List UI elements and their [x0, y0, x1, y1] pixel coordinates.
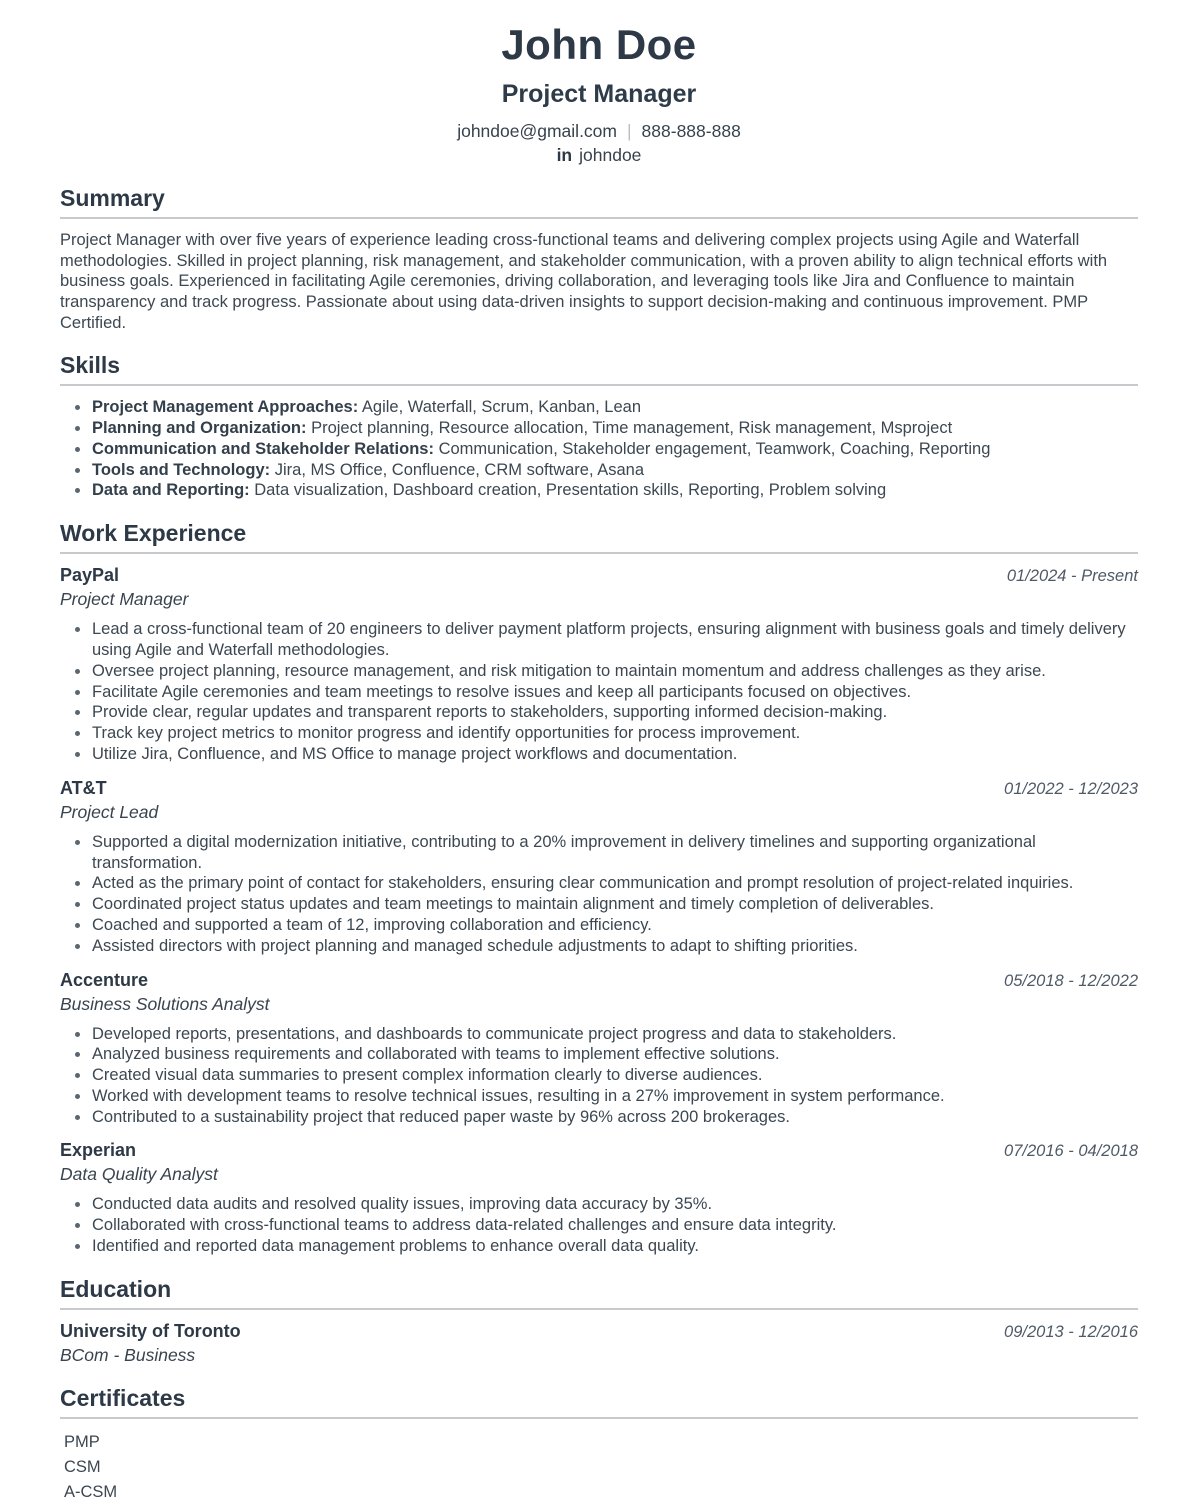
degree: BCom - Business: [60, 1344, 196, 1365]
section-certificates: [60, 1385, 1138, 1505]
work-entry-experian: [60, 1140, 1138, 1256]
skill-label: Project Management Approaches:: [92, 398, 359, 417]
education-entry: [60, 1321, 1138, 1366]
linkedin-icon: in: [556, 145, 573, 166]
company-name: AT&T: [60, 777, 107, 798]
skill-item: [60, 418, 1138, 439]
skill-label: Tools and Technology:: [92, 460, 271, 479]
linkedin-line: [60, 145, 1138, 166]
bullet-item: Coordinated project status updates and team meetings to maintain alignment and timely completion of deliverables.: [60, 894, 1138, 915]
skill-label: Data and Reporting:: [92, 481, 250, 500]
work-entry-paypal: [60, 565, 1138, 765]
bullet-item: Collaborated with cross-functional teams to address data-related challenges and ensure data integrity.: [60, 1215, 1138, 1236]
skill-item: [60, 480, 1138, 501]
skill-value: Data visualization, Dashboard creation, Presentation skills, Reporting, Problem solving: [254, 481, 887, 500]
bullet-item: Supported a digital modernization initiative, contributing to a 20% improvement in delivery timelines and supporting organizational transformation.: [60, 832, 1138, 874]
skill-value: Jira, MS Office, Confluence, CRM software, Asana: [274, 460, 644, 479]
skill-item: [60, 460, 1138, 481]
work-entry-header: [60, 970, 1138, 991]
bullet-item: Contributed to a sustainability project that reduced paper waste by 96% across 200 brokerages.: [60, 1107, 1138, 1128]
work-entry-header: [60, 565, 1138, 586]
work-entry-header: [60, 778, 1138, 799]
certificates-heading: Certificates: [60, 1385, 1138, 1419]
skill-label: Planning and Organization:: [92, 418, 307, 437]
education-dates: 09/2013 - 12/2016: [1004, 1322, 1138, 1341]
company-name: PayPal: [60, 565, 120, 586]
bullet-item: Coached and supported a team of 12, improving collaboration and efficiency.: [60, 915, 1138, 936]
work-entry-att: [60, 778, 1138, 957]
skill-item: [60, 439, 1138, 460]
skill-label: Communication and Stakeholder Relations:: [92, 439, 434, 458]
contact-line: [60, 121, 1138, 142]
job-title: Business Solutions Analyst: [60, 993, 270, 1014]
candidate-name: John Doe: [501, 21, 697, 68]
bullet-item: Developed reports, presentations, and dashboards to communicate project progress and data to stakeholders.: [60, 1024, 1138, 1045]
employment-dates: 07/2016 - 04/2018: [1004, 1142, 1138, 1161]
work-entry-header: [60, 1140, 1138, 1161]
section-skills: [60, 352, 1138, 501]
education-heading: Education: [60, 1276, 1138, 1310]
bullet-item: Oversee project planning, resource management, and risk mitigation to maintain momentum and address challenges as they arise.: [60, 661, 1138, 682]
employment-dates: 05/2018 - 12/2022: [1004, 971, 1138, 990]
job-bullet-list: [60, 832, 1138, 957]
summary-heading: Summary: [60, 185, 1138, 219]
bullet-item: Provide clear, regular updates and transparent reports to stakeholders, supporting informed decision-making.: [60, 702, 1138, 723]
company-name: Accenture: [60, 969, 149, 990]
bullet-item: Acted as the primary point of contact for stakeholders, ensuring clear communication and prompt resolution of project-related inquiries.: [60, 873, 1138, 894]
linkedin-handle[interactable]: johndoe: [579, 145, 642, 166]
contact-separator: |: [627, 121, 632, 142]
resume-header: [60, 22, 1138, 166]
bullet-item: Track key project metrics to monitor progress and identify opportunities for process improvement.: [60, 723, 1138, 744]
bullet-item: Analyzed business requirements and collaborated with teams to implement effective solutions.: [60, 1044, 1138, 1065]
job-bullet-list: [60, 1194, 1138, 1256]
certificate-item: PMP: [64, 1432, 100, 1451]
bullet-item: Utilize Jira, Confluence, and MS Office to manage project workflows and documentation.: [60, 744, 1138, 765]
candidate-title: Project Manager: [501, 80, 697, 109]
section-summary: [60, 185, 1138, 333]
certificates-list: [60, 1430, 1138, 1505]
section-education: [60, 1276, 1138, 1366]
skills-list: [60, 397, 1138, 501]
skill-item: [60, 397, 1138, 418]
certificate-item: CSM: [64, 1457, 101, 1476]
job-title: Project Lead: [60, 801, 159, 822]
bullet-item: Created visual data summaries to present complex information clearly to diverse audiences.: [60, 1065, 1138, 1086]
employment-dates: 01/2024 - Present: [1006, 567, 1138, 586]
skill-value: Project planning, Resource allocation, Time management, Risk management, Msproject: [311, 418, 953, 437]
bullet-item: Assisted directors with project planning and managed schedule adjustments to adapt to shifting priorities.: [60, 936, 1138, 957]
certificate-item: A-CSM: [64, 1482, 118, 1501]
skill-value: Communication, Stakeholder engagement, Teamwork, Coaching, Reporting: [438, 439, 991, 458]
job-title: Project Manager: [60, 589, 189, 610]
job-bullet-list: [60, 619, 1138, 765]
email-link[interactable]: johndoe@gmail.com: [457, 121, 617, 142]
work-entry-accenture: [60, 970, 1138, 1128]
school-name: University of Toronto: [60, 1320, 241, 1341]
phone-number: 888-888-888: [641, 121, 741, 142]
company-name: Experian: [60, 1140, 137, 1161]
job-bullet-list: [60, 1024, 1138, 1128]
job-title: Data Quality Analyst: [60, 1164, 218, 1185]
skill-value: Agile, Waterfall, Scrum, Kanban, Lean: [361, 398, 642, 417]
summary-text: Project Manager with over five years of experience leading cross-functional teams and delivering complex projects using Agile and Waterfall methodologies. Skilled in project planning, risk management, and stakeholder communication, with a proven ability to align technical efforts with business goals. Experienced in facilitating Agile ceremonies, driving collaboration, and leveraging tools like Jira and Confluence to maintain transparency and track progress. Passionate about using data-driven insights to support decision-making and continuous improvement. PMP Certified.: [60, 231, 1108, 332]
bullet-item: Conducted data audits and resolved quality issues, improving data accuracy by 35%.: [60, 1194, 1138, 1215]
bullet-item: Facilitate Agile ceremonies and team meetings to resolve issues and keep all participants focused on objectives.: [60, 682, 1138, 703]
employment-dates: 01/2022 - 12/2023: [1004, 779, 1138, 798]
bullet-item: Worked with development teams to resolve technical issues, resulting in a 27% improvement in system performance.: [60, 1086, 1138, 1107]
bullet-item: Lead a cross-functional team of 20 engineers to deliver payment platform projects, ensuring alignment with business goals and timely delivery using Agile and Waterfall methodologies.: [60, 619, 1138, 661]
section-work-experience: [60, 520, 1138, 1257]
work-experience-heading: Work Experience: [60, 520, 1138, 554]
bullet-item: Identified and reported data management problems to enhance overall data quality.: [60, 1236, 1138, 1257]
education-entry-header: [60, 1321, 1138, 1342]
skills-heading: Skills: [60, 352, 1138, 386]
